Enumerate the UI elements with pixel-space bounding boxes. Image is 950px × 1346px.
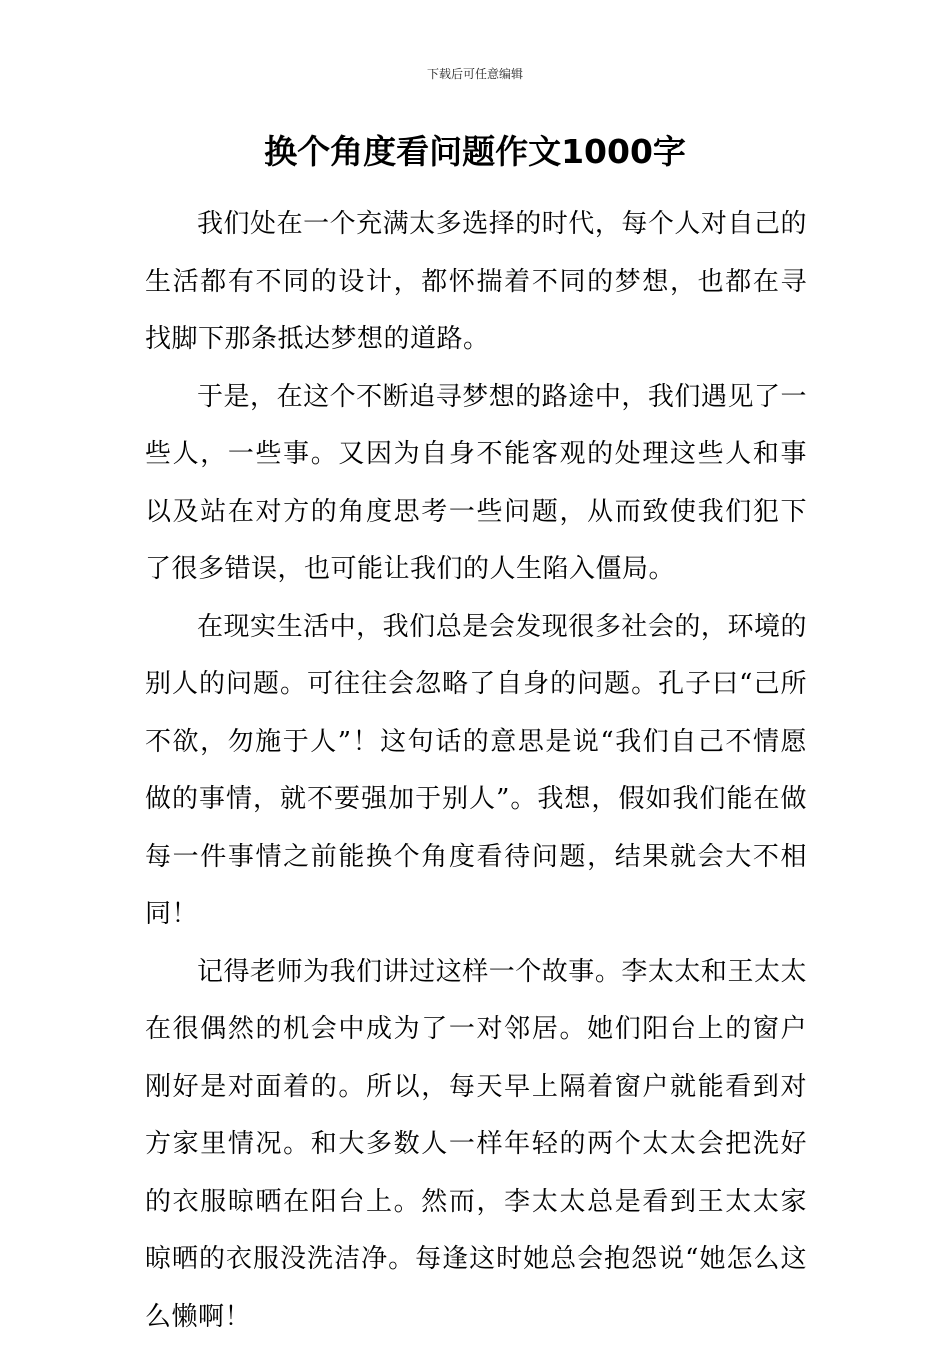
document-body — [145, 196, 807, 1346]
paragraph-3: 在现实生活中，我们总是会发现很多社会的，环境的别人的问题。可往往会忽略了自身的问题。孔子曰“己所不欲，勿施于人”！这句话的意思是说“我们自己不情愿做的事情，就不要强加于别人”。我想，假如我们能在做每一件事情之前能换个角度看待问题，结果就会大不相同！ — [145, 599, 807, 944]
paragraph-4: 记得老师为我们讲过这样一个故事。李太太和王太太在很偶然的机会中成为了一对邻居。她们阳台上的窗户刚好是对面着的。所以，每天早上隔着窗户就能看到对方家里情况。和大多数人一样年轻的两个太太会把洗好的衣服晾晒在阳台上。然而，李太太总是看到王太太家晾晒的衣服没洗洁净。每逢这时她总会抱怨说“她怎么这么懒啊！ — [145, 944, 807, 1346]
paragraph-1: 我们处在一个充满太多选择的时代，每个人对自己的生活都有不同的设计，都怀揣着不同的梦想，也都在寻找脚下那条抵达梦想的道路。 — [145, 196, 807, 369]
paragraph-2: 于是，在这个不断追寻梦想的路途中，我们遇见了一些人，一些事。又因为自身不能客观的处理这些人和事以及站在对方的角度思考一些问题，从而致使我们犯下了很多错误，也可能让我们的人生陷入僵局。 — [145, 369, 807, 599]
document-title: 换个角度看问题作文1000字 — [0, 128, 950, 176]
page-header-note: 下载后可任意编辑 — [0, 66, 950, 82]
